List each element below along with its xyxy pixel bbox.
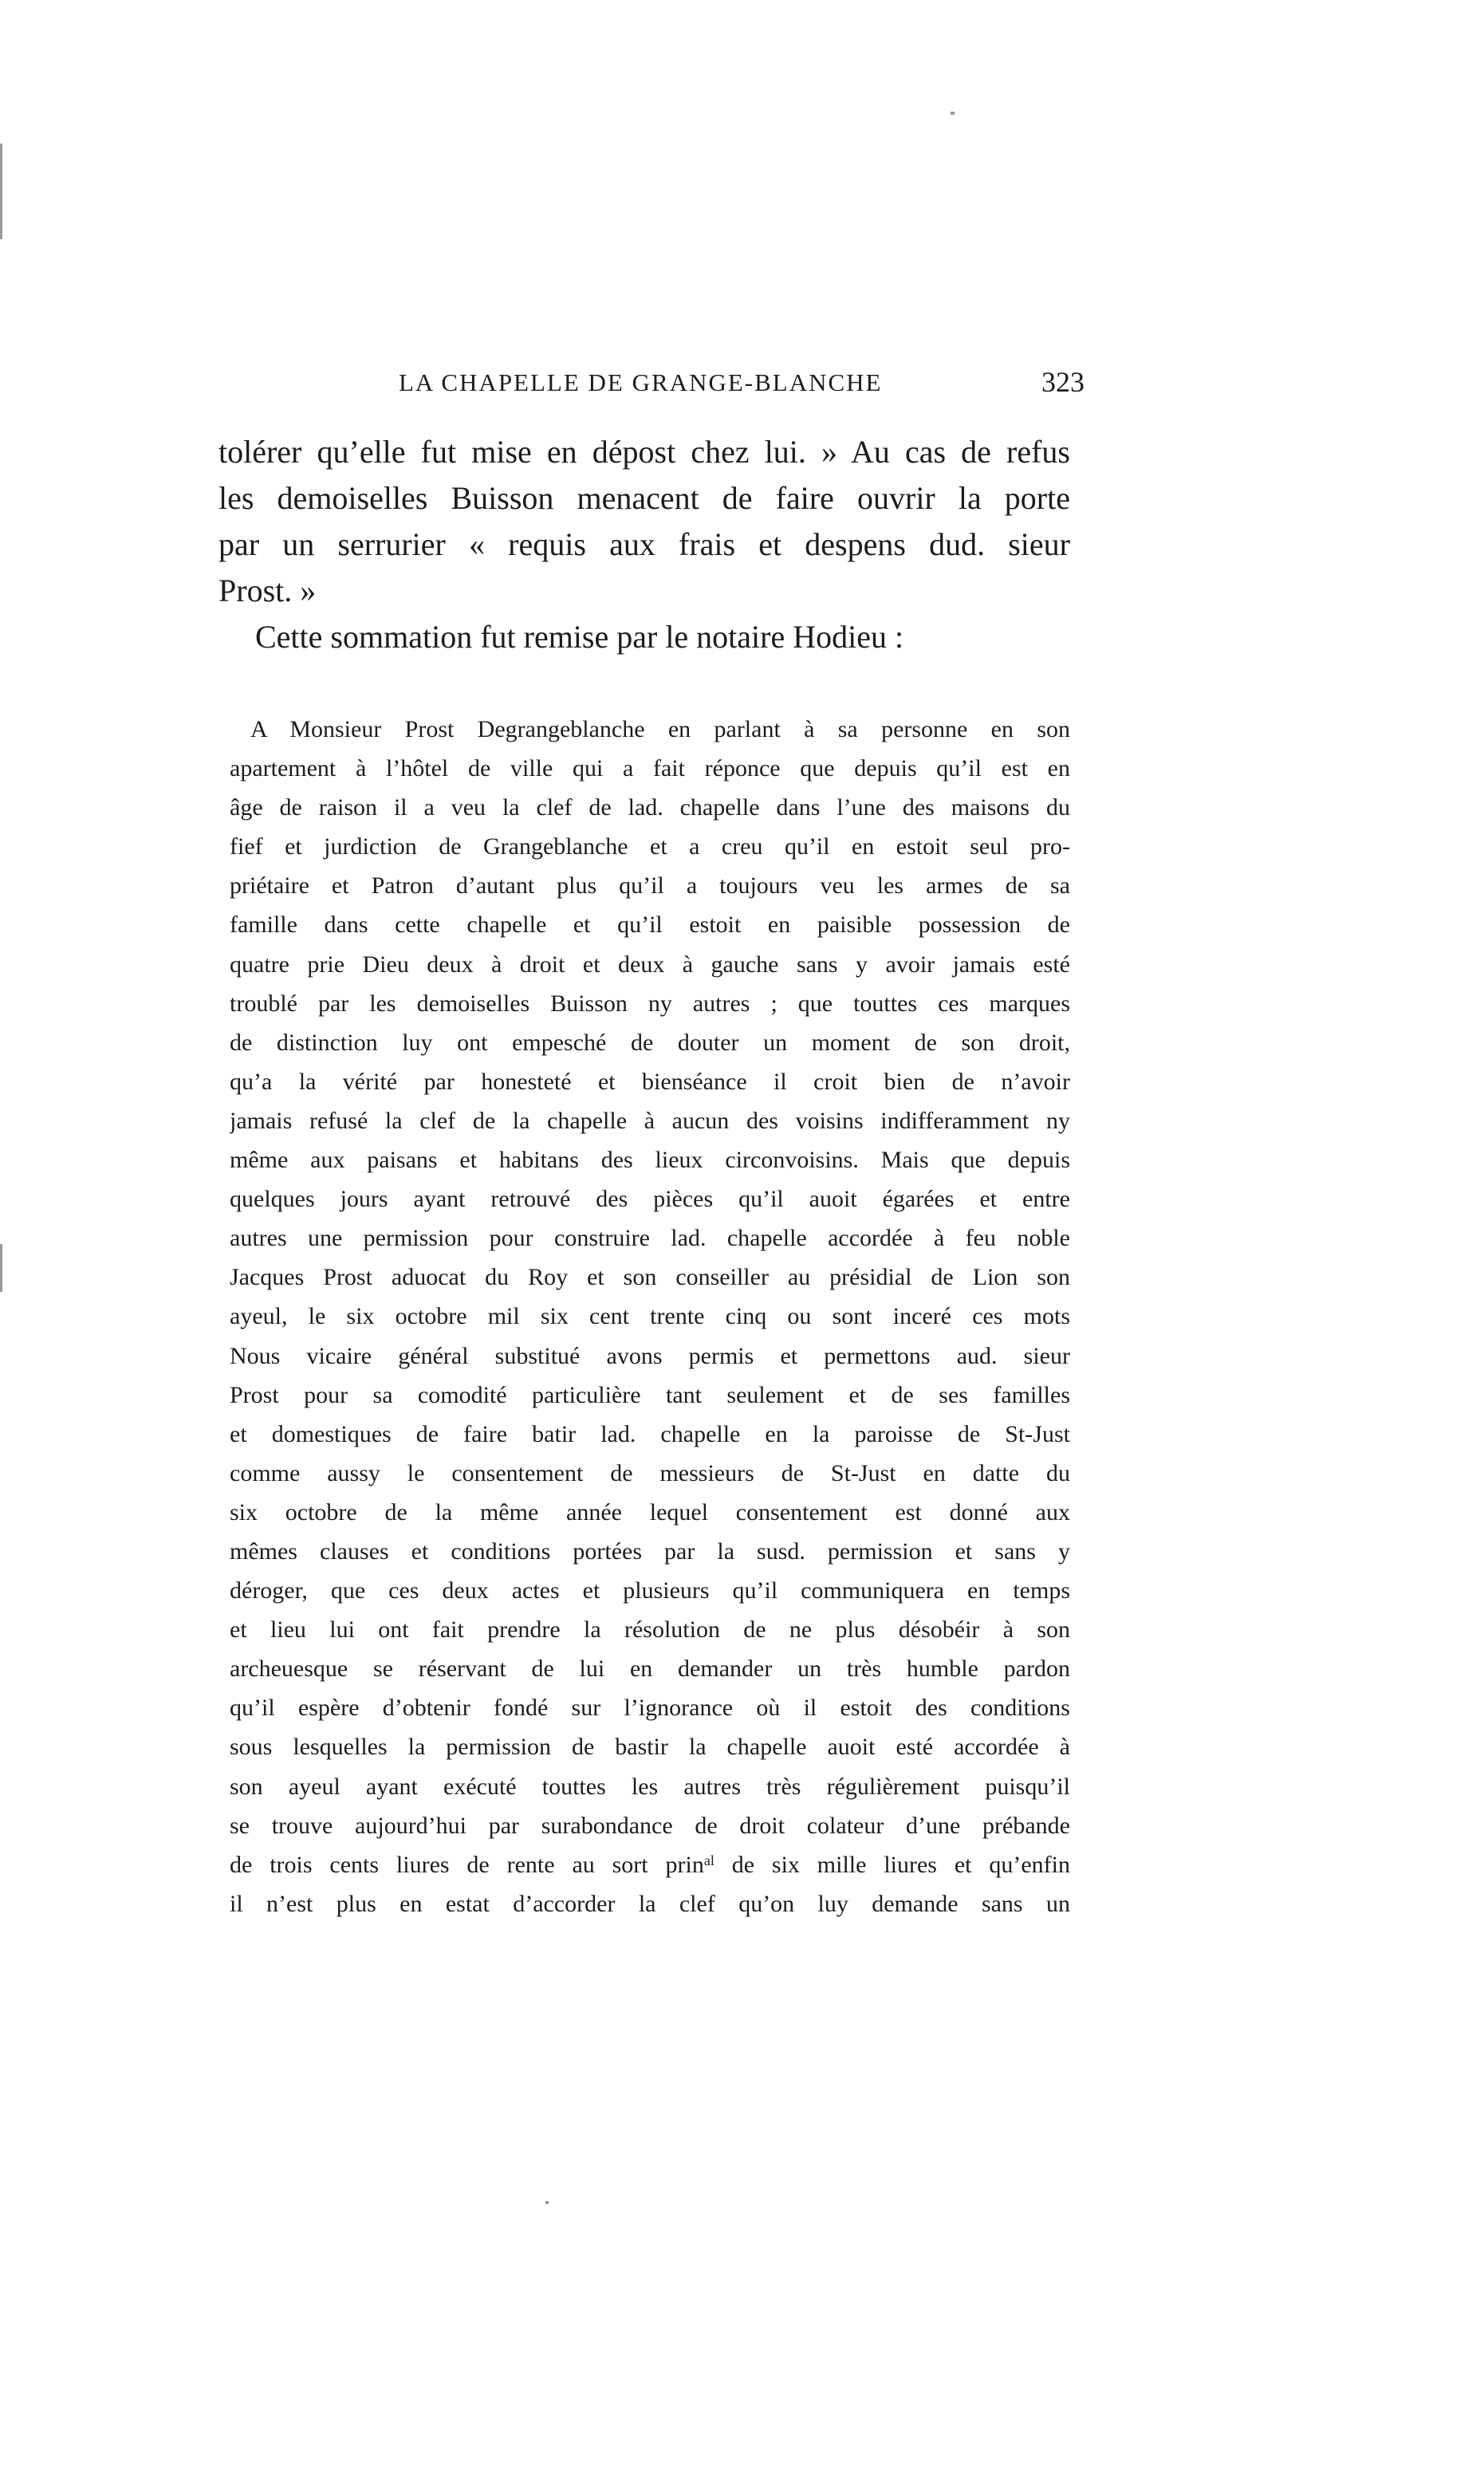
scan-edge-mark [0, 144, 2, 239]
quote-line: Jacques Prost aduocat du Roy et son conseiller au présidial de Lion son [230, 1264, 1070, 1291]
page-number: 323 [1041, 366, 1084, 398]
quote-line: sous lesquelles la permission de bastir la chapelle auoit esté accordée à [230, 1734, 1070, 1761]
quote-line: priétaire et Patron d’autant plus qu’il a toujours veu les armes de sa [230, 872, 1070, 900]
quote-line: qu’il espère d’obtenir fondé sur l’ignorance où il estoit des conditions [230, 1695, 1070, 1722]
quote-line: et domestiques de faire batir lad. chapelle en la paroisse de St-Just [230, 1420, 1070, 1447]
quote-line: ayeul, le six octobre mil six cent trente cinq ou sont inceré ces mots [230, 1303, 1070, 1330]
body-line: par un serrurier « requis aux frais et despens dud. sieur [218, 526, 1070, 562]
quote-line: se trouve aujourd’hui par surabondance de droit colateur d’une prébande [230, 1812, 1070, 1839]
quote-line: six octobre de la même année lequel consentement est donné aux [230, 1498, 1070, 1526]
body-line: tolérer qu’elle fut mise en dépost chez lui. » Au cas de refus [218, 434, 1070, 470]
quote-line-head: de trois cents liures de rente au sort prin [230, 1851, 704, 1878]
quote-line: il n’est plus en estat d’accorder la clef qu’on luy demande sans un [230, 1890, 1070, 1917]
quote-line: famille dans cette chapelle et qu’il estoit en paisible possession de [230, 911, 1070, 939]
quote-line: Nous vicaire général substitué avons permis et permettons aud. sieur [230, 1342, 1070, 1369]
quote-line: troublé par les demoiselles Buisson ny autres ; que touttes ces marques [230, 990, 1070, 1017]
quote-line: Prost pour sa comodité particulière tant seulement et de ses familles [230, 1381, 1070, 1408]
quote-line: quatre prie Dieu deux à droit et deux à gauche sans y avoir jamais esté [230, 951, 1070, 978]
quote-line: apartement à l’hôtel de ville qui a fait réponce que depuis qu’il est en [230, 755, 1070, 782]
scan-speck [951, 112, 955, 115]
body-line: les demoiselles Buisson menacent de faire ouvrir la porte [218, 480, 1070, 516]
running-head [399, 368, 1084, 408]
scan-speck [545, 2201, 549, 2204]
quote-line [230, 1845, 1070, 1884]
quote-line: comme aussy le consentement de messieurs de St-Just en datte du [230, 1459, 1070, 1486]
scan-edge-mark [0, 1244, 2, 1292]
body-line: Prost. » [218, 573, 317, 608]
quote-line-tail: de six mille liures et qu’enfin [714, 1851, 1070, 1878]
quote-line: déroger, que ces deux actes et plusieurs qu’il communiquera en temps [230, 1577, 1070, 1604]
quote-line: de distinction luy ont empesché de douter un moment de son droit, [230, 1029, 1070, 1056]
quoted-document [230, 710, 1070, 1923]
abbreviation-superscript: al [703, 1852, 714, 1868]
quote-line: fief et jurdiction de Grangeblanche et a creu qu’il en estoit seul pro- [230, 833, 1070, 860]
quote-line: autres une permission pour construire lad. chapelle accordée à feu noble [230, 1225, 1070, 1252]
quote-line: jamais refusé la clef de la chapelle à aucun des voisins indifferamment ny [230, 1107, 1070, 1134]
running-title: LA CHAPELLE DE GRANGE-BLANCHE [399, 368, 883, 396]
body-line: Cette sommation fut remise par le notaire Hodieu : [255, 619, 904, 655]
body-text [218, 429, 1070, 660]
quote-line: archeuesque se réservant de lui en demander un très humble pardon [230, 1655, 1070, 1683]
quote-line: mêmes clauses et conditions portées par la susd. permission et sans y [230, 1537, 1070, 1565]
quote-line: et lieu lui ont fait prendre la résolution de ne plus désobéir à son [230, 1616, 1070, 1644]
quote-line: quelques jours ayant retrouvé des pièces qu’il auoit égarées et entre [230, 1186, 1070, 1213]
quote-line: même aux paisans et habitans des lieux circonvoisins. Mais que depuis [230, 1147, 1070, 1174]
quote-line: son ayeul ayant exécuté touttes les autres très régulièrement puisqu’il [230, 1773, 1070, 1800]
quote-line: qu’a la vérité par honesteté et bienséance il croit bien de n’avoir [230, 1068, 1070, 1095]
quote-line: âge de raison il a veu la clef de lad. chapelle dans l’une des maisons du [230, 794, 1070, 821]
quote-line: A Monsieur Prost Degrangeblanche en parlant à sa personne en son [250, 716, 1070, 742]
